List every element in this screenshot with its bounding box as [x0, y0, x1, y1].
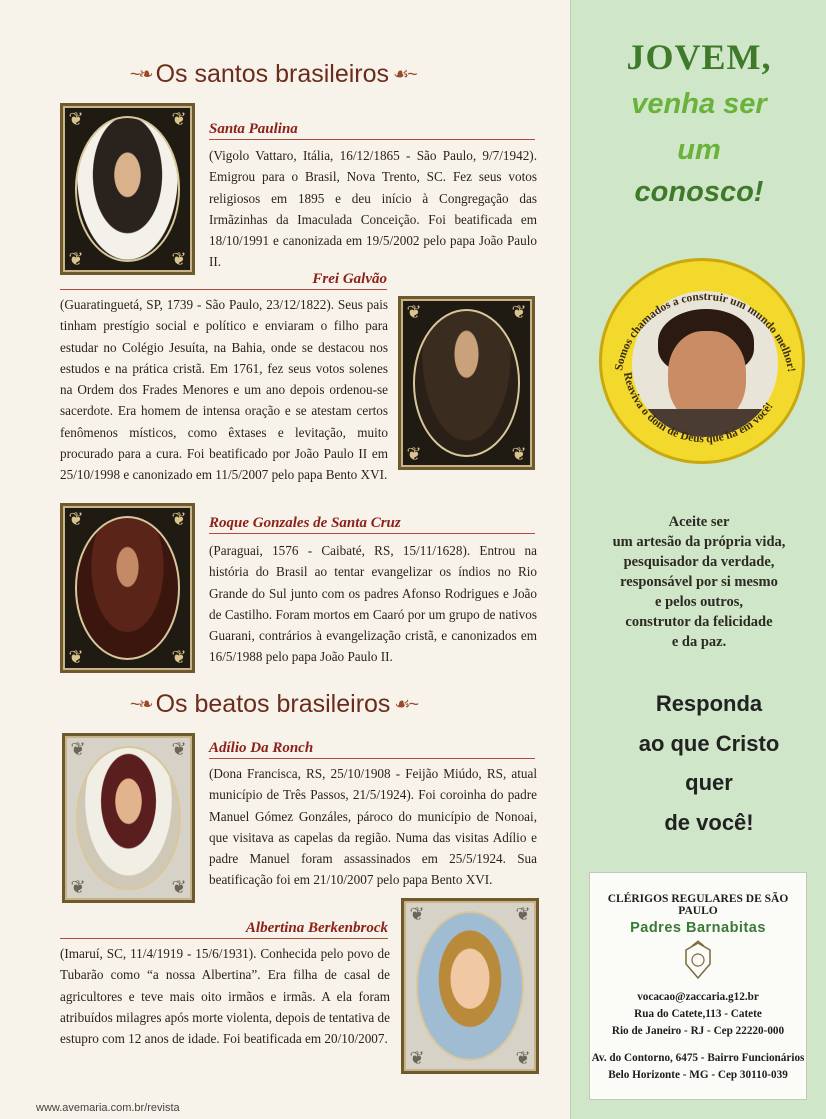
entry-text: (Dona Francisca, RS, 25/10/1908 - Feijão Miúdo, RS, atual município de Três Passos, 21/5/1924). Foi coroinha do padre Manuel Gómez Gonzáles, pároco do município de Nonoai, que visitava as capelas da região. Numa das visitas Adílio e padre Manuel foram assassinados em 25/5/1924. Sua beatificação foi em 21/10/2007 pelo papa Bento XVI. [209, 766, 537, 888]
ornament-icon: ❦ [68, 509, 84, 529]
ornament-icon: ❦ [171, 249, 187, 269]
ornament-icon: ❦ [171, 739, 187, 759]
respond-text: Responda ao que Cristo quer de você! [638, 691, 780, 835]
ornament-icon: ❦ [68, 647, 84, 667]
contact-card [589, 872, 807, 1100]
ornament-icon: ❦ [70, 877, 86, 897]
headline-jovem: JOVEM, [626, 37, 772, 77]
address-line2: Rio de Janeiro - RJ - Cep 22220-000 [611, 1025, 785, 1037]
ornament-icon: ❦ [409, 904, 425, 924]
slogan-line3: conosco! [634, 176, 764, 208]
entry-text: (Guaratinguetá, SP, 1739 - São Paulo, 23/12/1822). Seus pais tinham prestígio social e político e enviaram o filho para estudar no Colégio Jesuíta, na Bahia, onde se destacou nos estudos e na prática cristã. Em 1761, fez seus votos solenes na Ordem dos Frades Menores e um ano depois ordenou-se sacerdote. Era homem de intensa oração e se atestam certos fenômenos místicos, como êxtases e levitação, muito procurado para a cura. Foi beatificado por João Paulo II em 25/10/1998 e canonizado em 11/5/2007 pelo papa Bento XVI. [60, 297, 388, 483]
ornament-icon: ❦ [70, 739, 86, 759]
section-title-santos: ~❧ Os santos brasileiros ☙~ [130, 60, 416, 88]
badge-arc-text [602, 261, 808, 467]
slogan-line2: um [677, 134, 721, 166]
portrait-santa-paulina [60, 103, 195, 275]
address-line1: Rua do Catete,113 - Catete [634, 1008, 762, 1020]
badge-top-text: Somos chamados a construir um mundo melhor! [613, 290, 798, 373]
ornament-icon: ❦ [515, 1048, 531, 1068]
ornament-icon: ❦ [406, 302, 422, 322]
order-name: Padres Barnabitas [630, 920, 766, 936]
ornament-icon: ❦ [515, 904, 531, 924]
flourish-right-icon: ☙~ [393, 64, 416, 84]
entry-text: (Paraguai, 1576 - Caibaté, RS, 15/11/1628). Entrou na história do Brasil ao tentar evangelizar os índios no Rio Grande do Sul junto com os padres Afonso Rodrigues e João de Castilho. Foram mortos em Caaró por um grupo de nativos Guarani, contrários à evangelização cristã, e canonizados em 16/5/1988 pelo papa João Paulo II. [209, 543, 537, 665]
svg-text:Somos chamados a construir um [613, 291, 797, 373]
portrait-albertina-berkenbrock [401, 898, 539, 1074]
invite-text: Aceite ser um artesão da própria vida, pesquisador da verdade, responsável por si mesmo e pelos outros, construtor da felicidade e da paz. [612, 514, 786, 650]
flourish-left-icon: ~❧ [130, 694, 152, 714]
entry-text: (Vigolo Vattaro, Itália, 16/12/1865 - São Paulo, 9/7/1942). Emigrou para o Brasil, Nova Trento, SC. Fez seus votos religiosos em 1895 e deu início à Congregação das Irmãzinhas da Imaculada Conceição. Foi beatificada em 18/10/1991 e canonizada em 19/5/2002 pelo papa João Paulo II. [209, 148, 537, 270]
vocation-sidebar [570, 0, 826, 1119]
address-line4: Belo Horizonte - MG - Cep 30110-039 [608, 1069, 788, 1081]
portrait-roque-gonzales [60, 503, 195, 673]
org-name: CLÉRIGOS REGULARES DE SÃO PAULO [607, 893, 789, 917]
contact-email[interactable]: vocacao@zaccaria.g12.br [637, 991, 759, 1003]
badge-bottom-text: Reaviva o dom de Deus que há em você! [620, 371, 776, 446]
entry-name: Albertina Berkenbrock [60, 920, 388, 939]
ornament-icon: ❦ [406, 444, 422, 464]
slogan-line1: venha ser [631, 88, 767, 120]
entry-name: Santa Paulina [209, 121, 535, 140]
ornament-icon: ❦ [68, 109, 84, 129]
entry-text: (Imaruí, SC, 11/4/1919 - 15/6/1931). Conhecida pelo povo de Tubarão como “a nossa Albertina”. Era filha de casal de agricultores e teve mais oito irmãos e irmãs. A ela foram atribuídos milagres após morte violenta, depois de tentativa de estupro com 12 anos de idade. Foi beatificada em 20/10/2007. [60, 946, 390, 1047]
ornament-icon: ❦ [511, 302, 527, 322]
ornament-icon: ❦ [171, 509, 187, 529]
entry-name: Roque Gonzales de Santa Cruz [209, 515, 535, 534]
ornament-icon: ❦ [511, 444, 527, 464]
address-line3: Av. do Contorno, 6475 - Bairro Funcionários [591, 1052, 805, 1064]
ornament-icon: ❦ [68, 249, 84, 269]
flourish-left-icon: ~❧ [130, 64, 152, 84]
ornament-icon: ❦ [171, 877, 187, 897]
section-title-beatos: ~❧ Os beatos brasileiros ☙~ [130, 690, 418, 718]
badge-circle [599, 258, 805, 464]
portrait-frei-galvao [398, 296, 535, 470]
crest-icon [681, 940, 715, 980]
portrait-adilio-da-ronch [62, 733, 195, 903]
ornament-icon: ❦ [171, 647, 187, 667]
svg-text:Reaviva o dom de Deus que há e [621, 371, 776, 445]
ornament-icon: ❦ [409, 1048, 425, 1068]
flourish-right-icon: ☙~ [394, 694, 418, 714]
entry-name: Frei Galvão [60, 271, 387, 290]
footer-url: www.avemaria.com.br/revista [36, 1102, 180, 1114]
entry-name: Adílio Da Ronch [209, 740, 535, 759]
ornament-icon: ❦ [171, 109, 187, 129]
